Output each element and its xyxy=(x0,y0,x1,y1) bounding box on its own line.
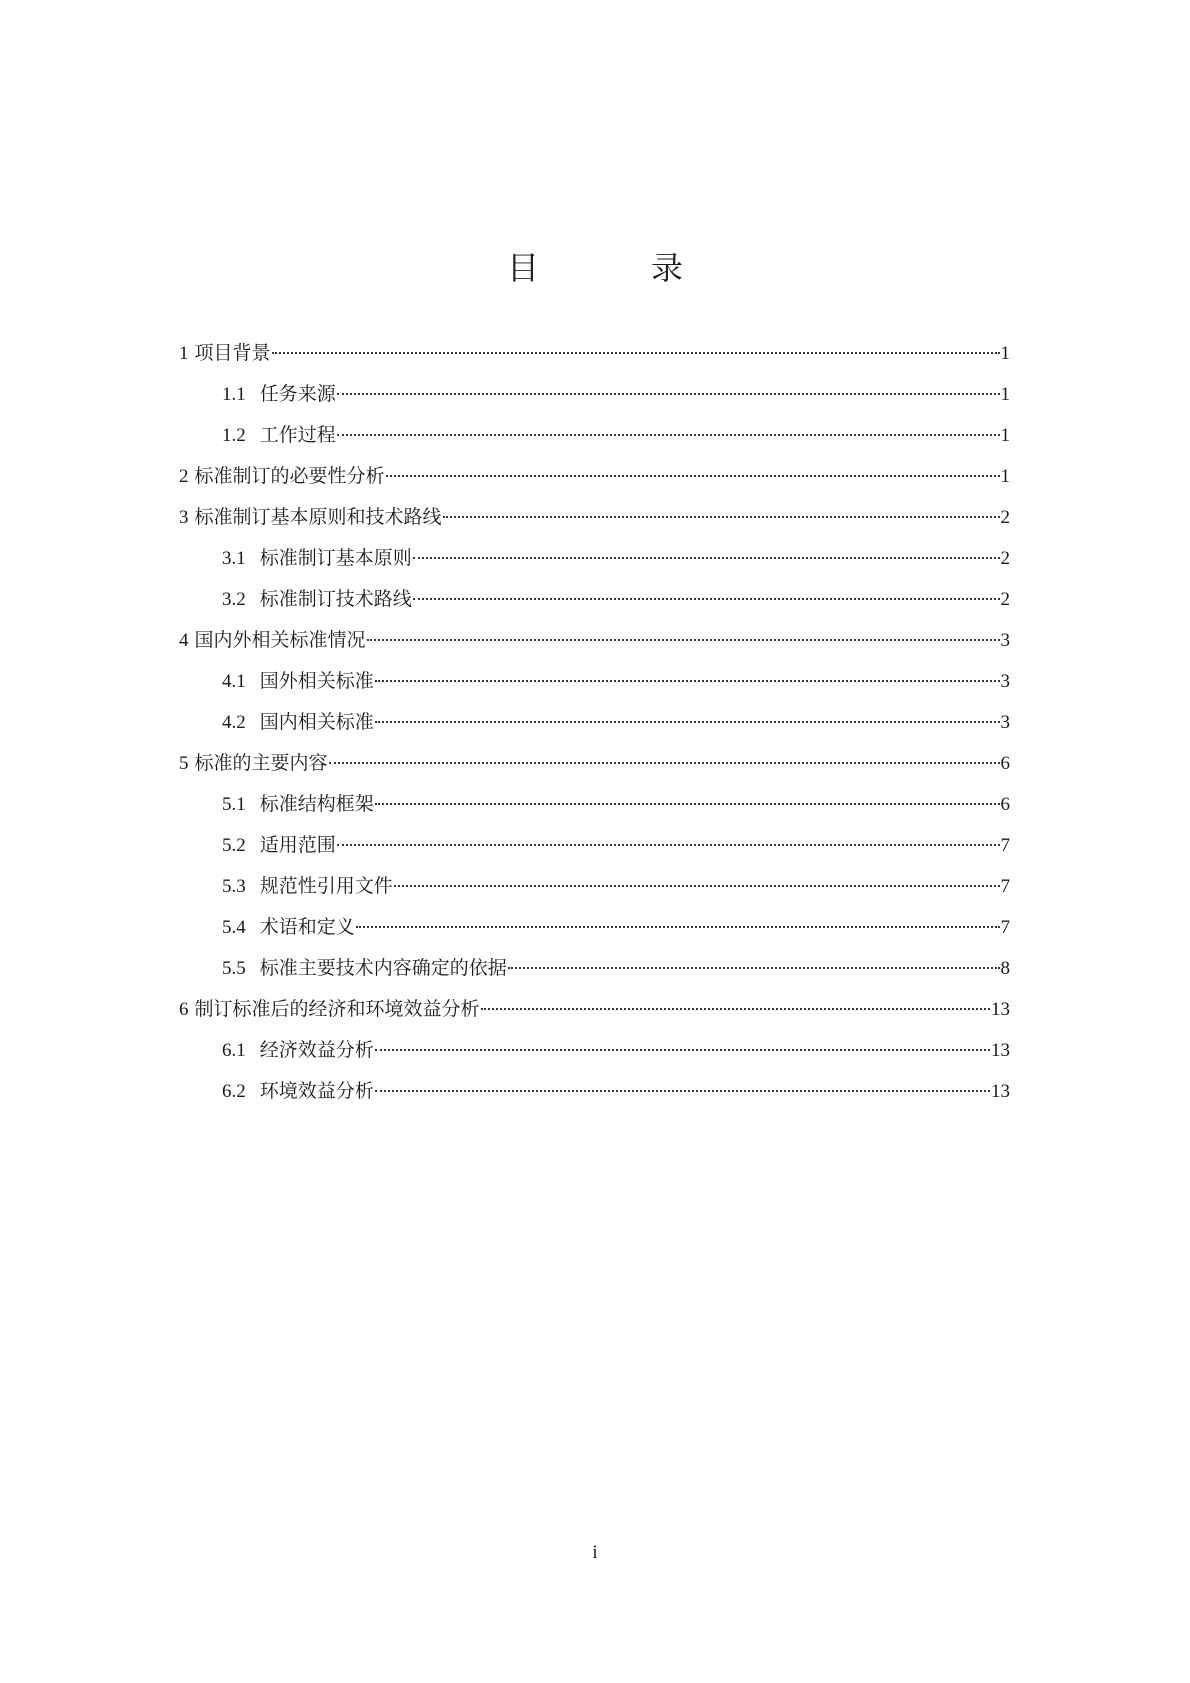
toc-entry-page: 1 xyxy=(1000,384,1010,405)
toc-entry-number: 4.2 xyxy=(222,712,246,733)
table-of-contents xyxy=(179,333,1010,1112)
toc-entry-label: 经济效益分析 xyxy=(259,1040,374,1061)
toc-entry[interactable] xyxy=(179,456,1010,497)
toc-entry-page: 3 xyxy=(1000,671,1010,692)
toc-entry-page: 1 xyxy=(1000,425,1010,446)
toc-entry-page: 7 xyxy=(1000,917,1010,938)
toc-entry-number: 1 xyxy=(179,343,189,364)
toc-entry-page: 13 xyxy=(991,1040,1010,1061)
toc-entry[interactable] xyxy=(179,948,1010,989)
toc-entry[interactable] xyxy=(179,374,1010,415)
toc-entry-label: 标准的主要内容 xyxy=(194,753,328,774)
toc-dot-leader xyxy=(394,885,1000,887)
toc-entry-label: 规范性引用文件 xyxy=(259,876,393,897)
toc-entry-page: 2 xyxy=(1000,548,1010,569)
toc-dot-leader xyxy=(508,967,1000,969)
toc-entry-label: 术语和定义 xyxy=(259,917,355,938)
toc-entry-label: 制订标准后的经济和环境效益分析 xyxy=(194,999,480,1020)
toc-entry[interactable] xyxy=(179,907,1010,948)
toc-entry-label: 国外相关标准 xyxy=(259,671,374,692)
toc-entry-label: 适用范围 xyxy=(259,835,336,856)
toc-entry[interactable] xyxy=(179,743,1010,784)
toc-entry-page: 1 xyxy=(1000,343,1010,364)
toc-entry-number: 2 xyxy=(179,466,189,487)
toc-dot-leader xyxy=(443,516,1000,518)
toc-entry-number: 5.2 xyxy=(222,835,246,856)
toc-entry[interactable] xyxy=(179,1030,1010,1071)
toc-entry-label: 标准制订基本原则 xyxy=(259,548,412,569)
toc-dot-leader xyxy=(386,475,1000,477)
toc-entry-number: 1.2 xyxy=(222,425,246,446)
toc-dot-leader xyxy=(375,1049,990,1051)
toc-dot-leader xyxy=(329,762,1000,764)
toc-dot-leader xyxy=(375,680,1000,682)
toc-entry-number: 5.4 xyxy=(222,917,246,938)
toc-entry-number: 5.1 xyxy=(222,794,246,815)
toc-entry[interactable] xyxy=(179,866,1010,907)
toc-entry-number: 6.1 xyxy=(222,1040,246,1061)
toc-dot-leader xyxy=(413,598,1000,600)
toc-entry-page: 2 xyxy=(1000,507,1010,528)
toc-entry[interactable] xyxy=(179,415,1010,456)
toc-entry-page: 7 xyxy=(1000,876,1010,897)
toc-entry-label: 环境效益分析 xyxy=(259,1081,374,1102)
toc-entry-label: 标准制订技术路线 xyxy=(259,589,412,610)
toc-entry-page: 6 xyxy=(1000,753,1010,774)
toc-entry-number: 6 xyxy=(179,999,189,1020)
toc-entry-number: 5.3 xyxy=(222,876,246,897)
toc-entry-label: 项目背景 xyxy=(194,343,271,364)
toc-dot-leader xyxy=(337,844,1000,846)
toc-entry[interactable] xyxy=(179,1071,1010,1112)
toc-entry-number: 3 xyxy=(179,507,189,528)
toc-entry[interactable] xyxy=(179,825,1010,866)
toc-entry[interactable] xyxy=(179,784,1010,825)
toc-entry-page: 3 xyxy=(1000,712,1010,733)
toc-entry-number: 4.1 xyxy=(222,671,246,692)
footer-page-number: i xyxy=(592,1542,598,1563)
toc-entry-number: 3.1 xyxy=(222,548,246,569)
toc-entry[interactable] xyxy=(179,497,1010,538)
toc-entry[interactable] xyxy=(179,989,1010,1030)
toc-entry[interactable] xyxy=(179,661,1010,702)
toc-entry-number: 4 xyxy=(179,630,189,651)
toc-entry-number: 3.2 xyxy=(222,589,246,610)
toc-entry-label: 国内相关标准 xyxy=(259,712,374,733)
toc-entry-page: 3 xyxy=(1000,630,1010,651)
toc-entry[interactable] xyxy=(179,620,1010,661)
toc-entry-label: 工作过程 xyxy=(259,425,336,446)
toc-entry-page: 1 xyxy=(1000,466,1010,487)
toc-entry-label: 标准结构框架 xyxy=(259,794,374,815)
toc-entry-label: 国内外相关标准情况 xyxy=(194,630,366,651)
toc-dot-leader xyxy=(337,393,1000,395)
toc-entry[interactable] xyxy=(179,538,1010,579)
toc-dot-leader xyxy=(272,352,1000,354)
toc-entry-page: 6 xyxy=(1000,794,1010,815)
toc-dot-leader xyxy=(375,803,1000,805)
toc-entry[interactable] xyxy=(179,579,1010,620)
toc-dot-leader xyxy=(367,639,1000,641)
toc-entry-page: 13 xyxy=(991,1081,1010,1102)
toc-entry-label: 任务来源 xyxy=(259,384,336,405)
toc-entry[interactable] xyxy=(179,702,1010,743)
toc-entry-number: 5.5 xyxy=(222,958,246,979)
toc-dot-leader xyxy=(337,434,1000,436)
toc-entry-page: 2 xyxy=(1000,589,1010,610)
toc-entry[interactable] xyxy=(179,333,1010,374)
toc-dot-leader xyxy=(356,926,1000,928)
toc-dot-leader xyxy=(375,1090,990,1092)
toc-entry-number: 6.2 xyxy=(222,1081,246,1102)
toc-entry-number: 5 xyxy=(179,753,189,774)
toc-entry-label: 标准制订基本原则和技术路线 xyxy=(194,507,442,528)
toc-entry-label: 标准制订的必要性分析 xyxy=(194,466,385,487)
toc-entry-label: 标准主要技术内容确定的依据 xyxy=(259,958,507,979)
toc-dot-leader xyxy=(481,1008,990,1010)
toc-entry-page: 8 xyxy=(1000,958,1010,979)
toc-dot-leader xyxy=(375,721,1000,723)
toc-entry-number: 1.1 xyxy=(222,384,246,405)
toc-entry-page: 7 xyxy=(1000,835,1010,856)
toc-dot-leader xyxy=(413,557,1000,559)
toc-title: 目 录 xyxy=(506,249,723,287)
toc-entry-page: 13 xyxy=(991,999,1010,1020)
